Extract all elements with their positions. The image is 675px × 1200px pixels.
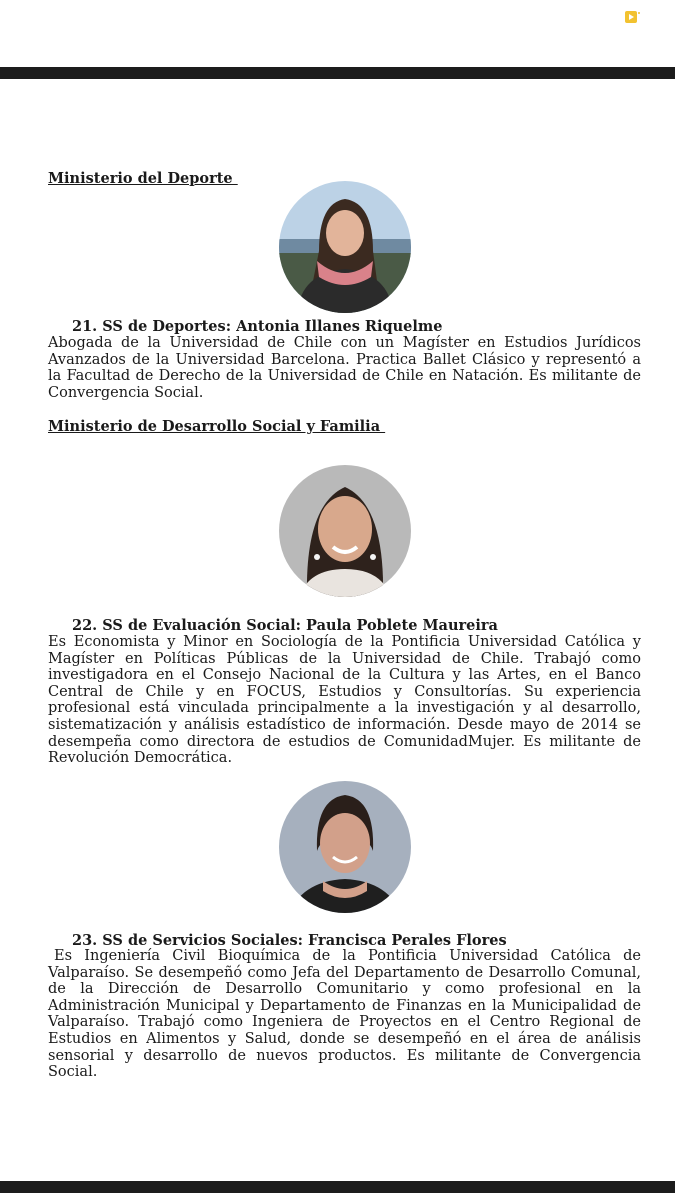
- entry-title-23: 23. SS de Servicios Sociales: Francisca Perales Flores: [72, 932, 507, 949]
- entry-bio-22: Es Economista y Minor en Sociología de la Pontificia Universidad Católica y Magíster en Políticas Públicas de la Universidad de Chile. Trabajó como investigadora en el Consejo Nacional de la Cultura y las Artes, en el Banco Central de Chile y en FOCUS, Estudios y Consultorías. Su experiencia profesional está vinculada principalmente a la investigación y al desarrollo, sistematización y análisis estadístico de información. Desde mayo de 2014 se desempeña como directora de estudios de ComunidadMujer. Es militante de Revolución Democrática.: [48, 634, 641, 767]
- entry-bio-21: Abogada de la Universidad de Chile con un Magíster en Estudios Jurídicos Avanzados de la Universidad Barcelona. Practica Ballet Clásico y representó a la Facultad de Derecho de la Universidad de Chile en Natación. Es militante de Convergencia Social.: [48, 335, 641, 401]
- bottom-bar: [0, 1181, 675, 1193]
- avatar-antonia-illanes: [279, 181, 411, 313]
- entry-title-22: 22. SS de Evaluación Social: Paula Poblete Maureira: [72, 617, 498, 634]
- section-heading-deporte: Ministerio del Deporte: [48, 170, 238, 187]
- entry-title-21: 21. SS de Deportes: Antonia Illanes Riquelme: [72, 318, 443, 335]
- top-bar: [0, 67, 675, 79]
- entry-bio-23: Es Ingeniería Civil Bioquímica de la Pontificia Universidad Católica de Valparaíso. Se desempeñó como Jefa del Departamento de Desarrollo Comunal, de la Dirección de Desarrollo Comunitario y como profesional en la Administración Municipal y Departamento de Finanzas en la Municipalidad de Valparaíso. Trabajó como Ingeniera de Proyectos en el Centro Regional de Estudios en Alimentos y Salud, donde se desempeñó en el área de análisis sensorial y desarrollo de nuevos productos. Es militante de Convergencia Social.: [48, 948, 641, 1081]
- section-heading-desarrollo-social: Ministerio de Desarrollo Social y Familia: [48, 418, 386, 435]
- note-icon[interactable]: [624, 10, 640, 24]
- avatar-francisca-perales: [279, 781, 411, 913]
- avatar-paula-poblete: [279, 465, 411, 597]
